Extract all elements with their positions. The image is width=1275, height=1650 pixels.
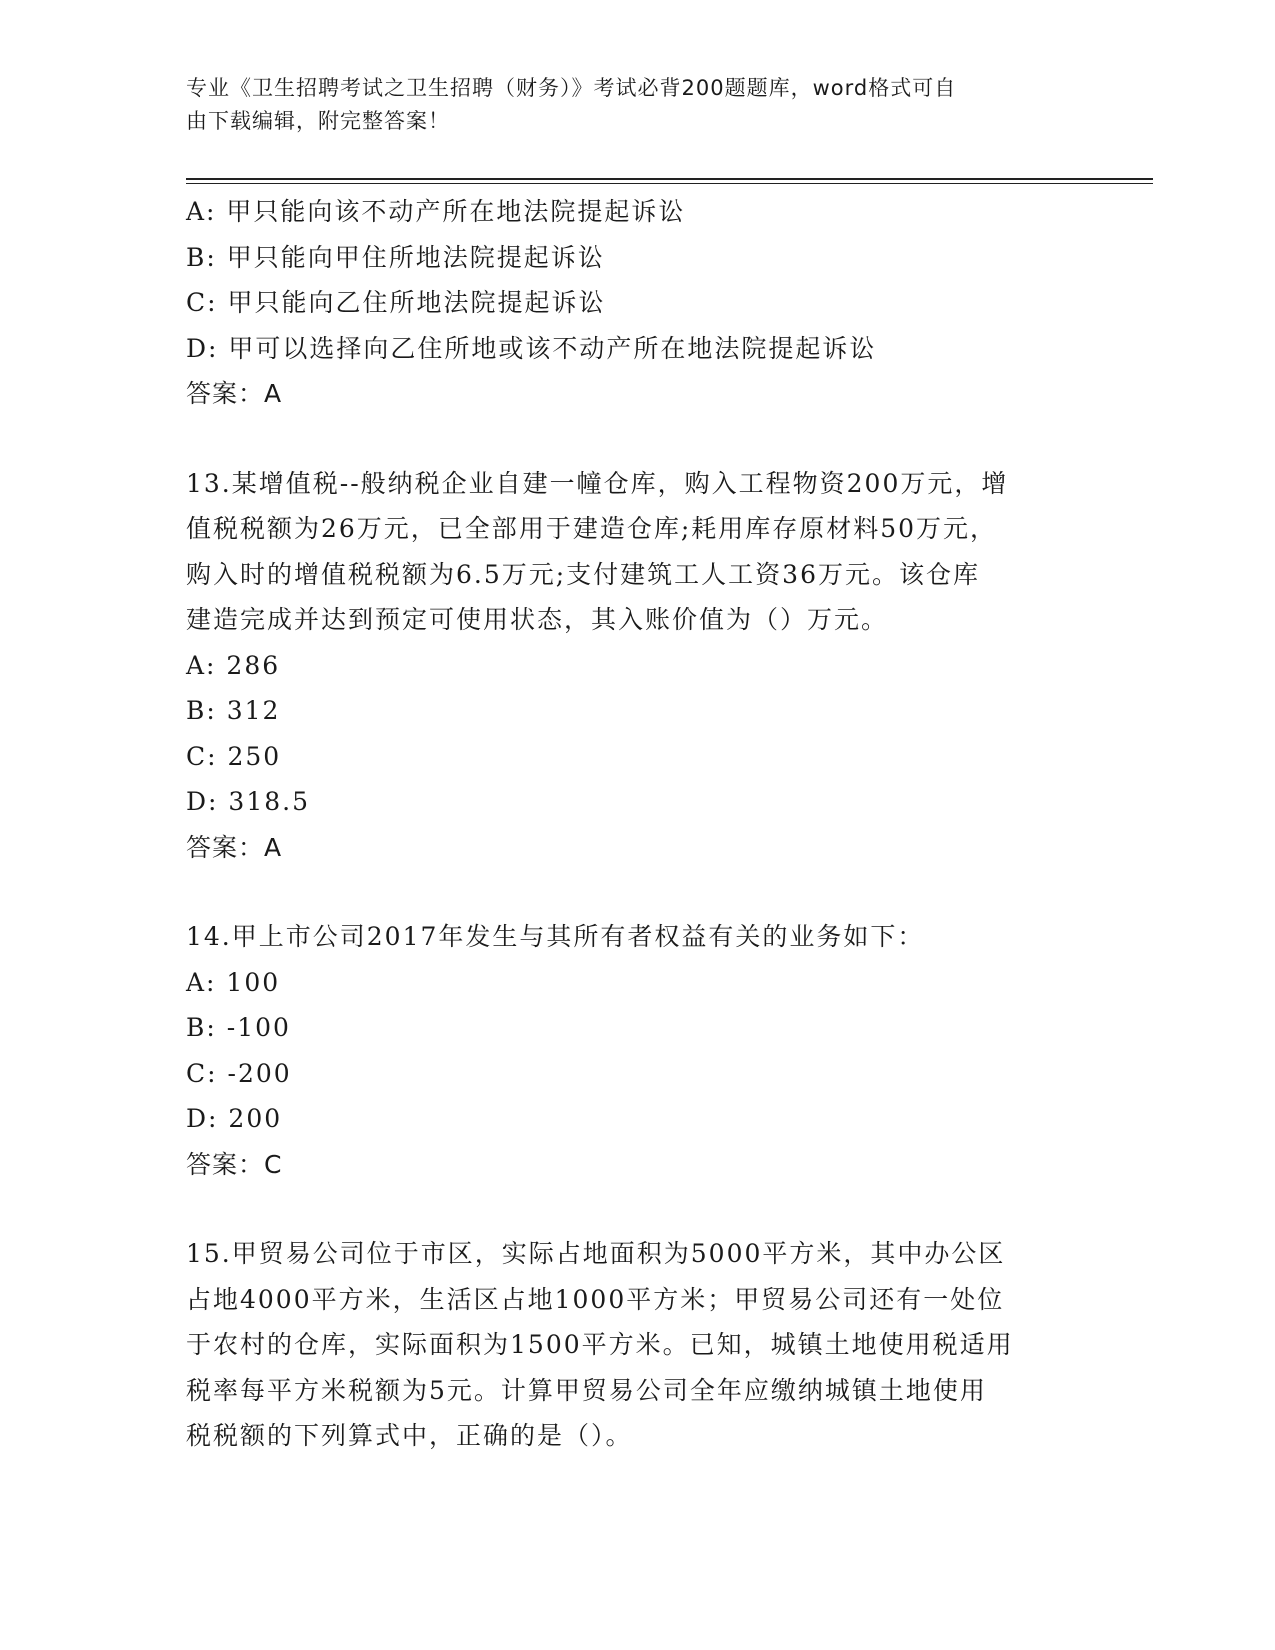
stem-line: 于农村的仓库，实际面积为1500平方米。已知，城镇土地使用税适用 <box>186 1330 1014 1359</box>
question-stem <box>186 461 1086 643</box>
option-c: C: -200 <box>186 1058 292 1088</box>
question-14 <box>186 914 1086 1187</box>
question-12 <box>186 189 1086 417</box>
option-a: A: 286 <box>186 650 281 680</box>
spacer <box>186 417 1086 461</box>
document-header <box>186 72 1066 138</box>
option-d: D: 318.5 <box>186 787 310 816</box>
option-c: C: 甲只能向乙住所地法院提起诉讼 <box>186 288 606 317</box>
option-d: D: 200 <box>186 1104 283 1133</box>
stem-line: 占地4000平方米，生活区占地1000平方米；甲贸易公司还有一处位 <box>186 1284 1005 1314</box>
option-a: A: 100 <box>186 967 281 997</box>
question-stem <box>186 914 1086 960</box>
option-b: B: -100 <box>186 1013 291 1042</box>
header-line-2: 由下载编辑，附完整答案！ <box>186 109 450 133</box>
stem-line: 购入时的增值税税额为6.5万元;支付建筑工人工资36万元。该仓库 <box>186 559 980 589</box>
spacer <box>186 1187 1086 1231</box>
option-d: D: 甲可以选择向乙住所地或该不动产所在地法院提起诉讼 <box>186 333 877 363</box>
question-stem <box>186 1231 1086 1459</box>
stem-line: 值税税额为26万元，已全部用于建造仓库;耗用库存原材料50万元， <box>186 514 998 543</box>
stem-line: 建造完成并达到预定可使用状态，其入账价值为（）万元。 <box>186 605 889 634</box>
header-divider-thick <box>186 178 1153 180</box>
spacer <box>186 870 1086 914</box>
stem-line: 13.某增值税--般纳税企业自建一幢仓库，购入工程物资200万元，增 <box>186 468 1009 498</box>
header-line-1: 专业《卫生招聘考试之卫生招聘（财务）》考试必背200题题库，word格式可自 <box>186 76 957 100</box>
option-a: A: 甲只能向该不动产所在地法院提起诉讼 <box>186 197 686 226</box>
option-c: C: 250 <box>186 741 282 771</box>
answer-label: 答案：A <box>186 832 283 862</box>
stem-line: 15.甲贸易公司位于市区，实际占地面积为5000平方米，其中办公区 <box>186 1239 1006 1268</box>
option-b: B: 312 <box>186 696 281 725</box>
stem-line: 税率每平方米税额为5元。计算甲贸易公司全年应缴纳城镇土地使用 <box>186 1375 987 1405</box>
header-divider-thin <box>186 183 1153 184</box>
answer-label: 答案：C <box>186 1149 283 1179</box>
stem-line: 14.甲上市公司2017年发生与其所有者权益有关的业务如下： <box>186 922 925 951</box>
stem-line: 税税额的下列算式中，正确的是（）。 <box>186 1421 633 1450</box>
question-13 <box>186 461 1086 871</box>
answer-label: 答案：A <box>186 379 283 408</box>
question-15 <box>186 1231 1086 1459</box>
option-b: B: 甲只能向甲住所地法院提起诉讼 <box>186 242 605 272</box>
document-body <box>186 189 1086 1459</box>
